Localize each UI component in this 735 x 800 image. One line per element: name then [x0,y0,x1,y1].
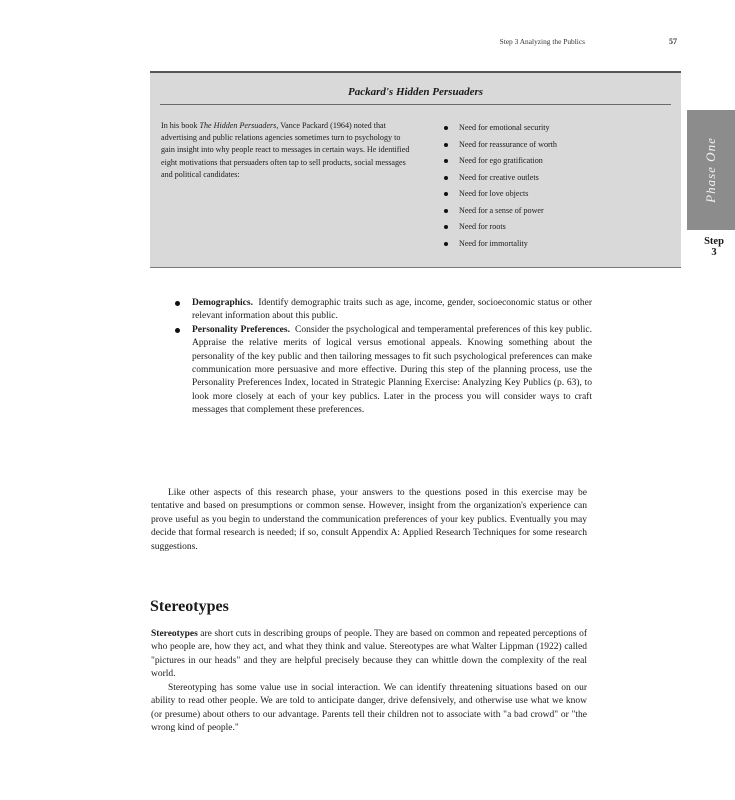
sidebar-book-title: The Hidden Persuaders, [199,121,279,130]
needs-list-item: Need for reassurance of worth [442,137,672,154]
needs-list-item: Need for a sense of power [442,203,672,220]
bullet-term: Personality Preferences. [192,324,290,335]
stereotypes-term: Stereotypes [151,629,198,639]
step-word: Step [704,236,724,247]
running-head-title: Step 3 Analyzing the Publics [499,37,585,46]
step-number: 3 [711,247,717,258]
list-item [175,324,592,418]
needs-list-item: Need for immortality [442,236,672,253]
packard-sidebar-box [150,71,681,268]
bullet-term: Demographics. [192,298,253,308]
needs-list-item: Need for emotional security [442,120,672,137]
sidebar-box-title: Packard's Hidden Persuaders [347,86,484,98]
sidebar-intro-after: Vance Packard (1964) noted that advertising and public relations agencies sometimes turn to psychology to gain insight into why people react to messages in certain ways. He identified eight motivations that persuaders often tap to sell products, social messages and political candidates: [161,121,410,179]
research-paragraph: Like other aspects of this research phase, your answers to the questions posed in this exercise may be tentative and based on presumptions or common sense. However, insight from the organization's experience can prove useful as you begin to understand the communication preferences of your key publics. Eventually you may decide that formal research is needed; if so, consult Appendix A: Applied Research Techniques for some research suggestions. [151,488,587,552]
sidebar-intro-before: In his book [161,121,200,130]
step-label [694,236,734,258]
phase-tab-label: Phase One [703,137,718,203]
bullet-text: Consider the psychological and temperamental preferences of this key public. Appraise the relative merits of logical versus emotional appeals. Knowing something about the personality of the key public and then tailoring messages to fit such psychological preferences can make communication more persuasive and more effective. During this step of the planning process, use the Personality Preferences Index, located in Strategic Planning Exercise: Analyzing Key Publics (p. 63), to look more closely at each of your key publics. Later in the process you will consider ways to craft messages that complement these preferences. [192,324,593,416]
sidebar-title-rule [160,104,671,105]
stereotypes-paragraph-2: Stereotyping has some value use in social interaction. We can identify threatening situations based on our ability to read other people. We are told to anticipate danger, drive defensively, and otherwise use what we know (or presume) about others to our advantage. Parents tell their children not to associate with "a bad crowd" or "the wrong kind of people." [151,683,587,734]
needs-list-item: Need for creative outlets [442,170,672,187]
bullet-text: Identify demographic traits such as age, income, gender, socioeconomic status or other relevant information about this public. [192,298,593,322]
needs-list [442,120,672,252]
phase-tab [687,110,735,230]
page-number: 57 [669,37,677,46]
stereotypes-paragraph-1 [151,628,587,682]
needs-list-item: Need for love objects [442,186,672,203]
running-head [150,37,677,51]
stereotypes-p1-text: are short cuts in describing groups of people. They are based on common and repeated perceptions of who people are, how they act, and what they think and value. Stereotypes are what Walter Lippman (1922) called "pictures in our heads" and they are helpful precisely because they can whittle down the complexity of the real world. [151,629,587,680]
list-item [175,297,592,324]
needs-list-item: Need for ego gratification [442,153,672,170]
needs-list-item: Need for roots [442,219,672,236]
key-public-traits-list [175,297,592,418]
section-heading-stereotypes: Stereotypes [150,598,229,615]
sidebar-intro-text [161,120,413,181]
